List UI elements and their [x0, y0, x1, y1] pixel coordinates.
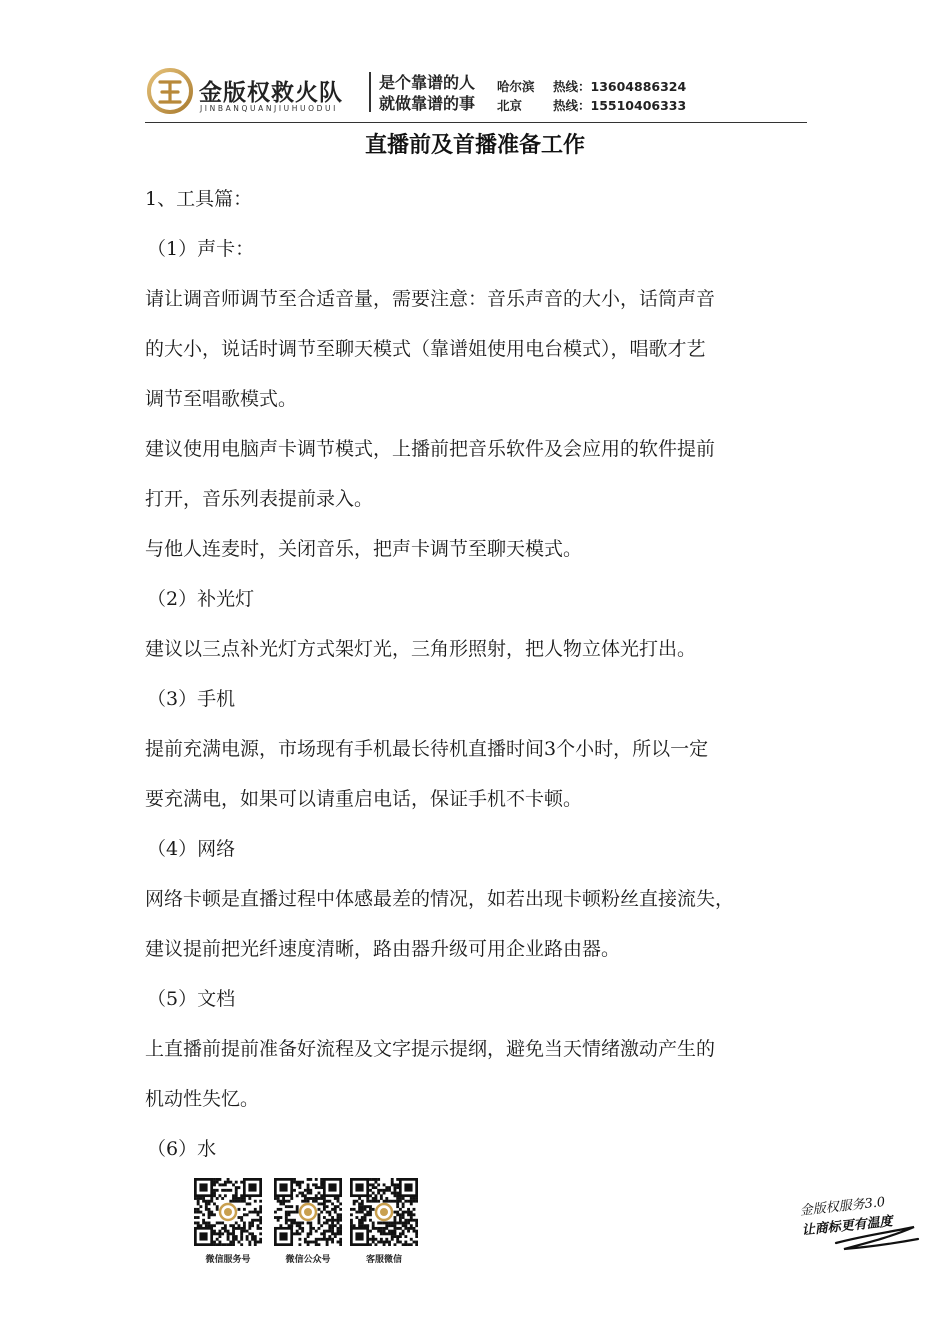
slogan-line-2: 就做靠谱的事 — [379, 94, 476, 113]
header-divider — [369, 72, 371, 112]
document-body — [145, 174, 815, 1174]
qr-code-icon — [194, 1178, 262, 1246]
subsection-heading: （5）文档 — [147, 988, 236, 1010]
subsection-heading: （4）网络 — [147, 838, 236, 860]
hotline-label: 热线： — [553, 79, 591, 94]
subsection-heading: （6）水 — [147, 1138, 217, 1160]
hotlines — [497, 77, 686, 115]
qr-code-service-account — [193, 1178, 263, 1265]
hotline-number: 13604886324 — [590, 79, 687, 94]
qr-label: 客服微信 — [365, 1255, 402, 1265]
paragraph-line: 机动性失忆。 — [145, 1088, 260, 1110]
signature-line-2: 让商标更有温度 — [801, 1214, 894, 1239]
signature-line-1: 金版权服务3.0 — [799, 1194, 886, 1219]
subsection-heading: （3）手机 — [147, 688, 236, 710]
paragraph-line: 建议提前把光纤速度清晰，路由器升级可用企业路由器。 — [145, 938, 621, 960]
brand-pinyin: JINBANQUANJIUHUODUI — [200, 104, 338, 113]
paragraph-line: 网络卡顿是直播过程中体感最差的情况，如若出现卡顿粉丝直接流失， — [145, 888, 735, 910]
paragraph-line: 与他人连麦时，关闭音乐，把声卡调节至聊天模式。 — [145, 538, 583, 560]
brand-logo-icon — [147, 68, 193, 114]
hotline-city: 北京 — [497, 98, 523, 113]
paragraph-line: 上直播前提前准备好流程及文字提示提纲，避免当天情绪激动产生的 — [145, 1038, 716, 1060]
hotline-city: 哈尔滨 — [497, 79, 535, 94]
paragraph-line: 建议使用电脑声卡调节模式，上播前把音乐软件及会应用的软件提前 — [145, 438, 716, 460]
slogan-line-1: 是个靠谱的人 — [379, 73, 476, 92]
hotline-beijing — [497, 96, 686, 115]
page-header — [145, 64, 807, 123]
paragraph-line: 提前充满电源，市场现有手机最长待机直播时间3个小时，所以一定 — [145, 738, 709, 760]
subsection-heading: （2）补光灯 — [147, 588, 255, 610]
brand-name: 金版权救火队 — [199, 80, 343, 106]
paragraph-line: 建议以三点补光灯方式架灯光，三角形照射，把人物立体光打出。 — [145, 638, 697, 660]
qr-code-icon — [350, 1178, 418, 1246]
paragraph-line: 要充满电，如果可以请重启电话，保证手机不卡顿。 — [145, 788, 583, 810]
handwritten-signature — [796, 1183, 926, 1253]
hotline-number: 15510406333 — [590, 98, 687, 113]
qr-code-official-account — [273, 1178, 343, 1265]
subsection-heading: （1）声卡： — [147, 238, 255, 260]
paragraph-line: 请让调音师调节至合适音量，需要注意：音乐声音的大小，话筒声音 — [145, 288, 716, 310]
paragraph-line: 调节至唱歌模式。 — [145, 388, 298, 410]
qr-code-customer-service — [349, 1178, 419, 1265]
document-title: 直播前及首播准备工作 — [364, 133, 585, 158]
qr-label: 微信服务号 — [205, 1255, 251, 1265]
paragraph-line: 的大小，说话时调节至聊天模式（靠谱姐使用电台模式），唱歌才艺 — [145, 338, 706, 360]
hotline-label: 热线： — [553, 98, 591, 113]
qr-label: 微信公众号 — [285, 1255, 331, 1265]
slogan — [379, 72, 475, 114]
section-heading: 1、工具篇： — [145, 188, 253, 210]
qr-code-icon — [274, 1178, 342, 1246]
paragraph-line: 打开，音乐列表提前录入。 — [145, 488, 374, 510]
hotline-harbin — [497, 77, 686, 96]
